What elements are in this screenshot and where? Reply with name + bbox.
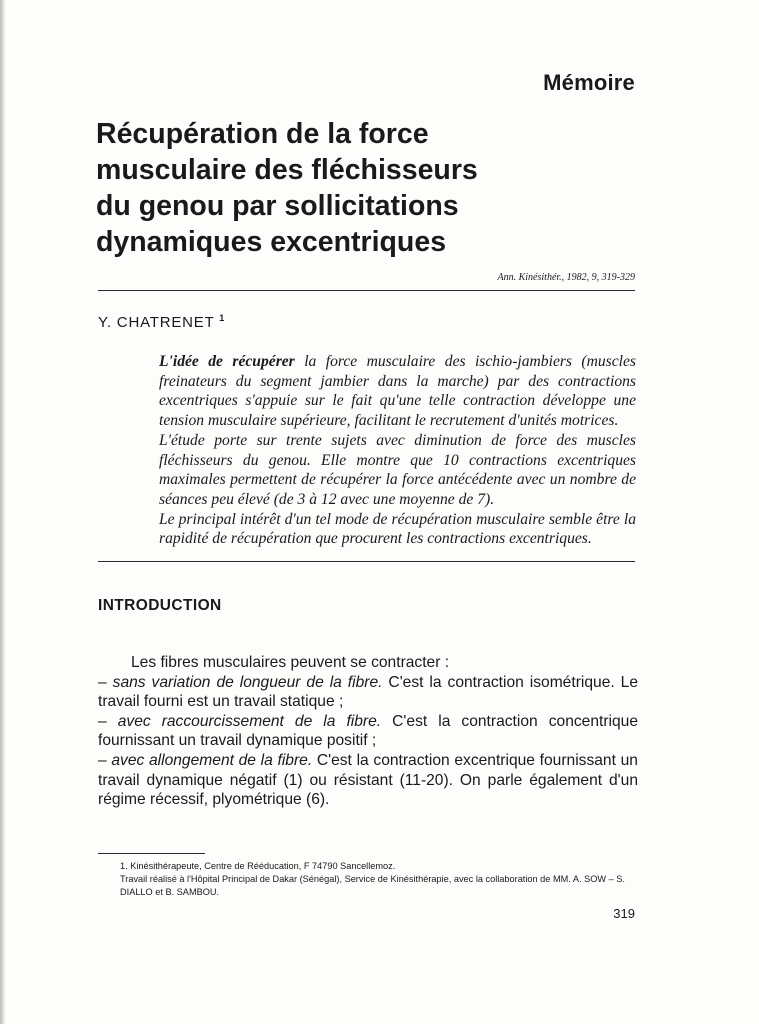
footnote: 1. Kinésithérapeute, Centre de Rééducation, F 74790 Sancellemoz. bbox=[120, 861, 396, 871]
list-item-text: C'est la contraction excentrique fournissant un travail dynamique négatif (1) ou résistant (11-20). On parle également d'un régime récessif, plyométrique (6). bbox=[98, 751, 638, 809]
abstract bbox=[159, 352, 636, 549]
list-dash: – bbox=[98, 751, 112, 769]
list-item-emphasis: avec raccourcissement de la fibre. bbox=[117, 712, 382, 730]
body-list-item bbox=[98, 712, 638, 751]
list-dash: – bbox=[98, 673, 113, 691]
abstract-paragraph: Le principal intérêt d'un tel mode de récupération musculaire semble être la rapidité de récupération que procurent les contractions excentriques. bbox=[159, 510, 636, 548]
list-item-emphasis: sans variation de longueur de la fibre. bbox=[112, 673, 383, 691]
list-dash: – bbox=[98, 712, 118, 730]
footnotes bbox=[98, 860, 638, 899]
body-list-item bbox=[98, 751, 638, 810]
abstract-text: la force musculaire des ischio-jambiers (muscles freinateurs du segment jambier dans la marche) par des contractions excentriques s'appuie sur le fait qu'une telle contraction développe une tension musculaire supérieure, facilitant le recrutement d'unités motrices. bbox=[159, 353, 636, 430]
title-line: musculaire des fléchisseurs bbox=[96, 154, 478, 186]
abstract-paragraph: L'étude porte sur trente sujets avec diminution de force des muscles fléchisseurs du genou. Elle montre que 10 contractions excentriques maximales permettent de récupérer la force antécédente avec un nombre de séances peu élevé (de 3 à 12 avec une moyenne de 7). bbox=[159, 431, 636, 508]
page-spine-shadow bbox=[0, 0, 6, 1024]
author-name: Y. CHATRENET bbox=[98, 314, 215, 331]
intro-body bbox=[98, 653, 638, 810]
title-line: du genou par sollicitations bbox=[96, 190, 459, 222]
footnote-rule bbox=[98, 853, 205, 854]
body-list-item bbox=[98, 673, 638, 712]
list-item-emphasis: avec allongement de la fibre. bbox=[111, 751, 313, 769]
abstract-rule bbox=[98, 561, 635, 562]
article-title bbox=[96, 116, 656, 260]
title-line: dynamiques excentriques bbox=[96, 226, 447, 258]
abstract-lead: L'idée de récupérer bbox=[159, 353, 295, 370]
section-heading: INTRODUCTION bbox=[98, 597, 222, 614]
list-item-text: C'est la contraction isométrique. Le travail fourni est un travail statique ; bbox=[98, 673, 638, 711]
author-footnote-mark: 1 bbox=[219, 313, 225, 323]
page-number: 319 bbox=[613, 906, 635, 921]
header-rule bbox=[98, 290, 635, 291]
title-line: Récupération de la force bbox=[96, 118, 429, 150]
body-paragraph: Les fibres musculaires peuvent se contracter : bbox=[131, 654, 450, 671]
author-line bbox=[98, 313, 224, 331]
journal-citation: Ann. Kinésithér., 1982, 9, 319-329 bbox=[497, 272, 635, 283]
abstract-paragraph bbox=[159, 352, 636, 431]
footnote: Travail réalisé à l'Hôpital Principal de Dakar (Sénégal), Service de Kinésithérapie, avec la collaboration de MM. A. SOW – S. DIALLO et B. SAMBOU. bbox=[120, 874, 625, 897]
list-item-text: C'est la contraction concentrique fournissant un travail dynamique positif ; bbox=[98, 712, 639, 750]
section-label: Mémoire bbox=[543, 70, 635, 95]
